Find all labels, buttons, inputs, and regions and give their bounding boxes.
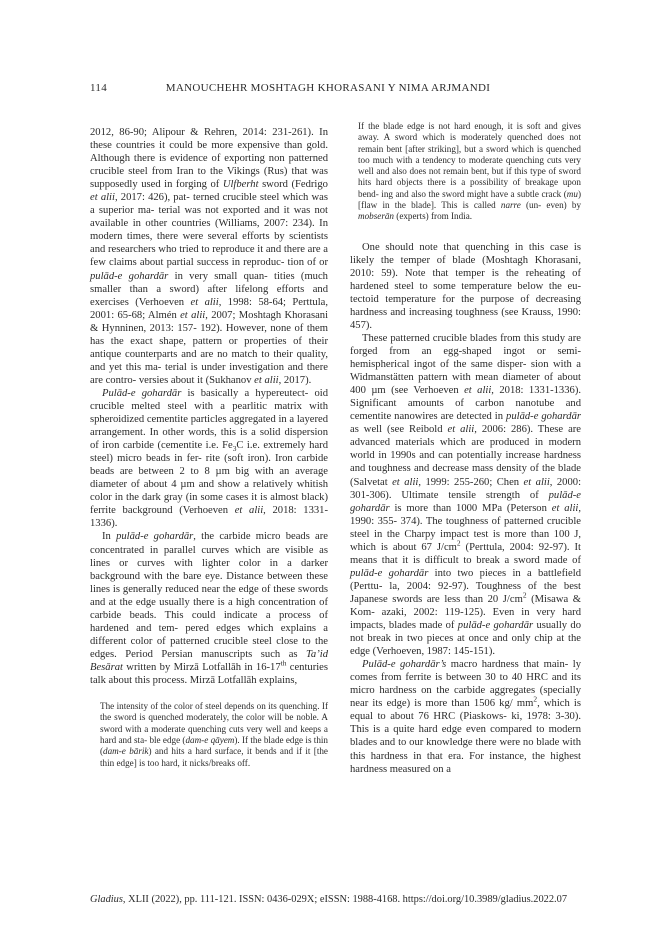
text-run-italic: et alii [523,476,550,488]
block-quote-continued [350,121,581,223]
text-run: If the blade edge is not hard enough, it is soft and gives away. A sword which is moderately quenched does not remain bent [after striking], but a sword which is quenched too much with a tendency to moderate quenching cuts very well and also does not remain bent, but if this type of sword hits hard objects there is a possibility of breakage upon bend- ing and also the sword might have a subtle crack ( [358,121,581,199]
paragraph [90,126,328,387]
text-run-italic: et alii [254,374,279,386]
paragraph [350,332,581,658]
text-run: into two pieces in a battlefield (Perttu- la, 2004: 92-97). Toughness of the best Japanese swords are less than 20 J/cm [350,567,581,605]
text-run: In [102,531,117,543]
text-run: , 2017: 426), pat- terned crucible steel which was a superior ma- terial was not exported and it was not available in other countries (Williams, 2007: 234). In modern times, there were several efforts by scientists and researchers who tried to reproduce it and there are a few claims about partial success in reproduc- tion of or [90,192,328,269]
text-run: , 2006: 286). These are advanced materials which are produced in modern world in 1990s and can potentially increase hardness and toughness and decrease mass density of the blade (Salvetat [350,424,581,488]
text-run: written by Mirzā Lotfallāh in 16-17 [122,661,281,673]
text-run: is more than 1000 MPa (Peterson [389,502,552,514]
superscript: 2 [456,538,461,548]
text-run: , 2018: 1331-1336). [90,505,329,530]
page-footer [90,894,580,905]
text-run-italic: et alii [90,192,115,204]
text-run: usually do not break in two pieces at once and only chip at the edge (Verhoeven, 1987: 145-151). [350,620,581,658]
text-run-italic: et alii [180,309,206,321]
text-run: The intensity of the color of steel depends on its quenching. If the sword is quenched moderately, the color will be noble. A sword with a moderate quenching cuts very well and keeps a hard and sta- ble edge ( [100,701,328,745]
paragraph [90,530,328,687]
block-quote [90,701,328,769]
text-run: , 2018: 1331-1336). Significant amounts of carbon nanotube and cementite nanowires are detected in [350,385,582,423]
text-run: , 2017). [278,374,312,386]
text-run-italic: Ta’id Besārat [90,648,328,673]
text-run-italic: pulād-e gohardār [116,531,194,543]
paragraph [90,387,328,531]
running-header [90,82,566,96]
page-number: 114 [90,82,107,94]
text-run-italic: et alii [551,502,579,514]
text-run-italic: et alii [447,424,475,436]
text-run-italic: narre [500,200,521,211]
right-column [350,121,581,776]
text-run-italic: et alii [234,505,264,517]
superscript: th [280,658,287,668]
text-run-italic: pulād-e gohardār [90,270,169,282]
citation-text: , XLII (2022), pp. 111-121. ISSN: 0436-029X; eISSN: 1988-4168. https://doi.org/10.3989/gladius.2022.07 [122,894,568,905]
text-run: ). If the blade edge is thin ( [100,734,328,757]
text-run: , which is equal to about 76 HRC (Piaskows- ki, 1978: 3-30). This is a quite hard edge even compared to modern blades and to our knowledge there were no blade with this hardness in that era. For instance, the highest hardness measured on a [350,698,581,775]
text-run: , 1990: 355- 374). The toughness of patterned crucible steel in the Charpy impact test is more than 100 J, which is about 67 J/cm [350,502,582,553]
text-run: , 2007; Moshtagh Khorasani & Hynninen, 2013: 157- 192). However, none of them has the exact shape, pattern or properties of their antique counterparts and are no match to their quality, and yet this ma- terial is under investigation and there are contro- versies about it (Sukhanov [90,309,329,386]
text-run: , 1998: 58-64; Perttula, 2001: 65-68; Almén [90,296,329,321]
text-run: in very small quan- tities (much smaller than a sword) after lifelong efforts and exercises (Verhoeven [90,270,328,308]
text-run-italic: dam-e bārik [103,746,149,757]
text-run-italic: Ulfberht [222,179,259,191]
text-run: macro hardness that main- ly comes from ferrite is between 30 to 40 HRC and its micro hardness on the carbide aggregates (specially near its edge) is more than 1506 kg/ mm [350,659,581,710]
left-column [90,126,328,769]
text-run: is basically a hypereutect- oid crucible melted steel with a pearlitic matrix with spheroidized cementite particles aggregated in a layered arrangement. In other words, this is a solid dispersion of iron carbide (cementite i.e. Fe [90,387,328,452]
text-run: , the carbide micro beads are concentrated in parallel curves which are visible as lines or curves with lighter color in a darker background with the bare eye. Distance between these lines is generally reduced near the edge of these swords and at the edge usually there is a high concentration of carbide beads. This could indicate a process of hardened and tem- pered edges which explains a different color of patterned crucible steel close to the edges. Period Persian manuscripts such as [90,531,328,660]
text-run-italic: pulād-e gohardār [506,411,581,423]
text-run-italic: dam-e qāyem [185,734,235,745]
text-run: (Misawa & Kom- azaki, 2002: 119-125). Even in very hard impacts, blades made of [350,593,582,632]
text-run: (Perttula, 2004: 92-97). It means that it is difficult to break a sword made of [350,541,582,566]
text-run: , 2000: 301-306). Ultimate tensile strength of [350,476,582,501]
text-run-italic: et alii [190,296,219,308]
text-run: C i.e. extremely hard steel) micro beads in fer- rite (soft iron). Iron carbide beads are between 2 to 8 µm big with an average diameter of about 4 µm and show a relatively whitish color in the dark gray (in some cases it is almost black) ferrite background (Verhoeven [90,440,329,517]
text-run-italic: mobserān [358,211,394,222]
paragraph [350,241,581,332]
text-run: sword (Fedrigo [258,179,328,191]
journal-name: Gladius [90,894,123,905]
superscript: 2 [533,694,538,704]
text-run: ) and hits a hard surface, it bends and if it [the thin edge] is too hard, it nicks/breaks off. [100,746,328,768]
text-run: centuries talk about this process. Mirzā Lotfallāh explains, [90,661,328,686]
paragraph [350,658,581,775]
text-run-italic: pulād-e gohardār [350,489,581,514]
text-run: as well (see Reibold [350,424,448,436]
text-run-italic: et alii [464,385,492,397]
text-run: 2012, 86-90; Alipour & Rehren, 2014: 231-261). In these countries it could be more expensive than gold. Although there is evidence of exporting non patterned crucible steel from Iran to the Vikings (Rus) that was supposedly used in forging of [90,127,328,191]
subscript: 3 [232,444,237,454]
running-title: MANOUCHEHR MOSHTAGH KHORASANI Y NIMA ARJMANDI [165,82,491,94]
text-run: These patterned crucible blades from this study are forged from an egg-shaped ingot or semi-hemispherical ingot of the same disper- sion with a Widmanstätten pattern with mean diameter of about 400 µm (see Verhoeven [350,333,581,397]
text-run-italic: Pulād-e gohardār [102,387,182,399]
text-run-italic: pulād-e gohardār [457,620,534,632]
text-run: ) [flaw in the blade]. This is called [358,188,581,211]
text-run-italic: pulād-e gohardār [350,567,429,579]
text-run: (un- even) by [520,200,582,211]
text-run: One should note that quenching in this case is likely the temper of blade (Moshtagh Khorasani, 2010: 59). Note that temper is the reheating of hardened steel to some temperature below the eu- tectoid temperature for the purpose of decreasing hardness and increasing toughness (see Krauss, 1990: 457). [350,241,581,331]
text-run-italic: et alii [392,476,419,488]
text-run-italic: Pulād-e gohardār’s [362,659,447,671]
text-run: , 1999: 255-260; Chen [418,476,524,488]
text-run: (experts) from India. [394,211,473,222]
text-run-italic: mu [566,188,578,199]
superscript: 2 [522,590,527,600]
